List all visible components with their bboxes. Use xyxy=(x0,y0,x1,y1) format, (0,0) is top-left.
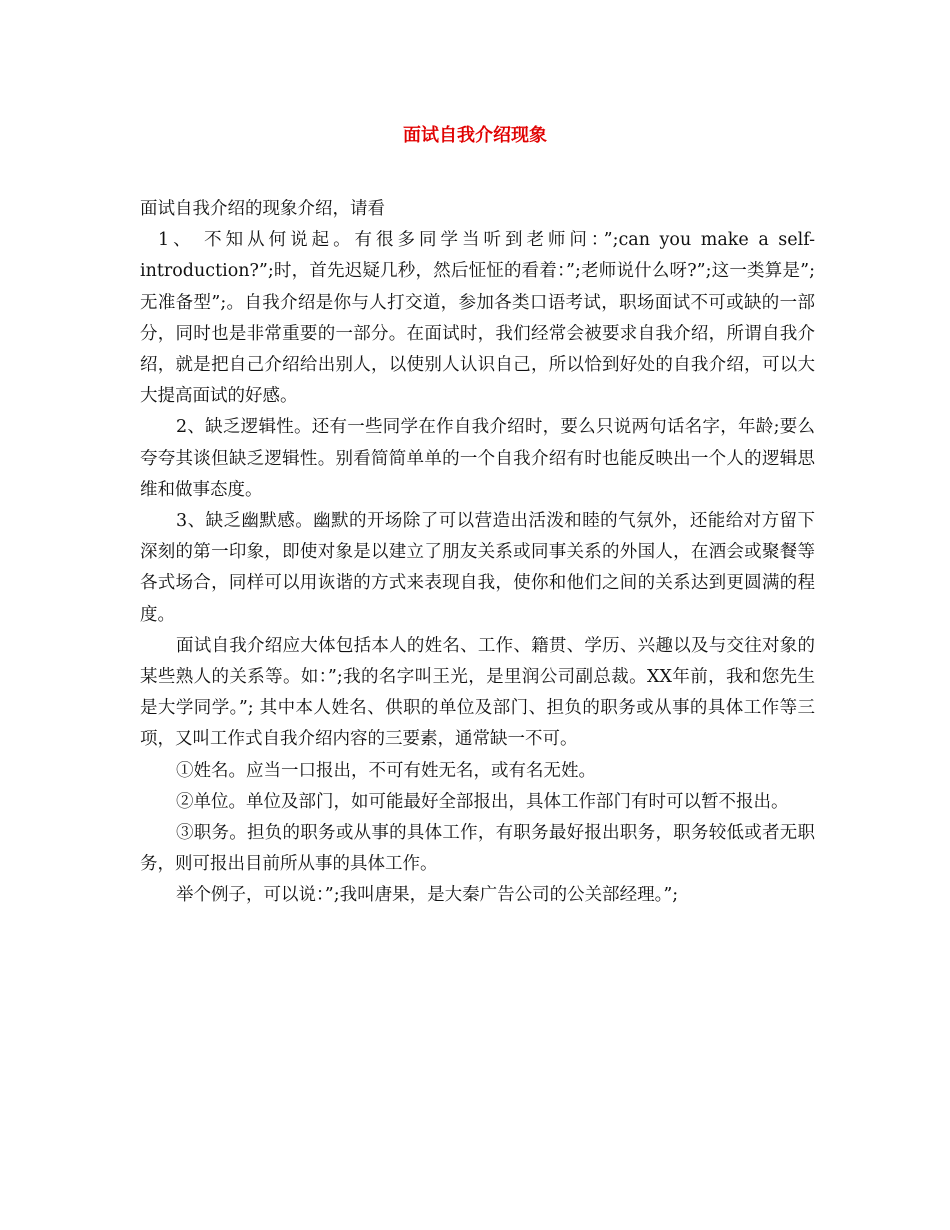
point-2-paragraph: 2、缺乏逻辑性。还有一些同学在作自我介绍时，要么只说两句话名字，年龄;要么夸夸其谈但缺乏逻辑性。别看简简单单的一个自我介绍有时也能反映出一个人的逻辑思维和做事态度。 xyxy=(140,417,815,500)
point-1-paragraph: 1、 不知从何说起。有很多同学当听到老师问：”;can you make a self-introduction?”;时，首先迟疑几秒，然后怔怔的看着：”;老师说什么呀?”;这一类算是”;无准备型”;。自我介绍是你与人打交道，参加各类口语考试，职场面试不可或缺的一部分，同时也是非常重要的一部分。在面试时，我们经常会被要求自我介绍，所谓自我介绍，就是把自己介绍给出别人，以使别人认识自己，所以恰到好处的自我介绍，可以大大提高面试的好感。 xyxy=(140,230,815,407)
document-title: 面试自我介绍现象 xyxy=(403,125,547,146)
content-paragraph: 面试自我介绍应大体包括本人的姓名、工作、籍贯、学历、兴趣以及与交往对象的某些熟人的关系等。如：”;我的名字叫王光，是里润公司副总裁。XX年前，我和您先生是大学同学。”; 其中本人姓名、供职的单位及部门、担负的职务或从事的具体工作等三项，又叫工作式自我介绍内容的三要素，通常缺一不可。 xyxy=(140,635,815,750)
point-3-paragraph: 3、缺乏幽默感。幽默的开场除了可以营造出活泼和睦的气氛外，还能给对方留下深刻的第一印象，即使对象是以建立了朋友关系或同事关系的外国人，在酒会或聚餐等各式场合，同样可以用诙谐的方式来表现自我，使你和他们之间的关系达到更圆满的程度。 xyxy=(140,511,815,625)
document-body xyxy=(140,194,815,912)
intro-paragraph: 面试自我介绍的现象介绍，请看 xyxy=(140,199,385,219)
example-paragraph: 举个例子，可以说：”;我叫唐果，是大秦广告公司的公关部经理。”; xyxy=(176,885,679,906)
item-name-paragraph: ①姓名。应当一口报出，不可有姓无名，或有名无姓。 xyxy=(176,760,596,781)
item-position-paragraph: ③职务。担负的职务或从事的具体工作，有职务最好报出职务，职务较低或者无职务，则可报出目前所从事的具体工作。 xyxy=(140,823,815,875)
item-unit-paragraph: ②单位。单位及部门，如可能最好全部报出，具体工作部门有时可以暂不报出。 xyxy=(176,791,789,812)
